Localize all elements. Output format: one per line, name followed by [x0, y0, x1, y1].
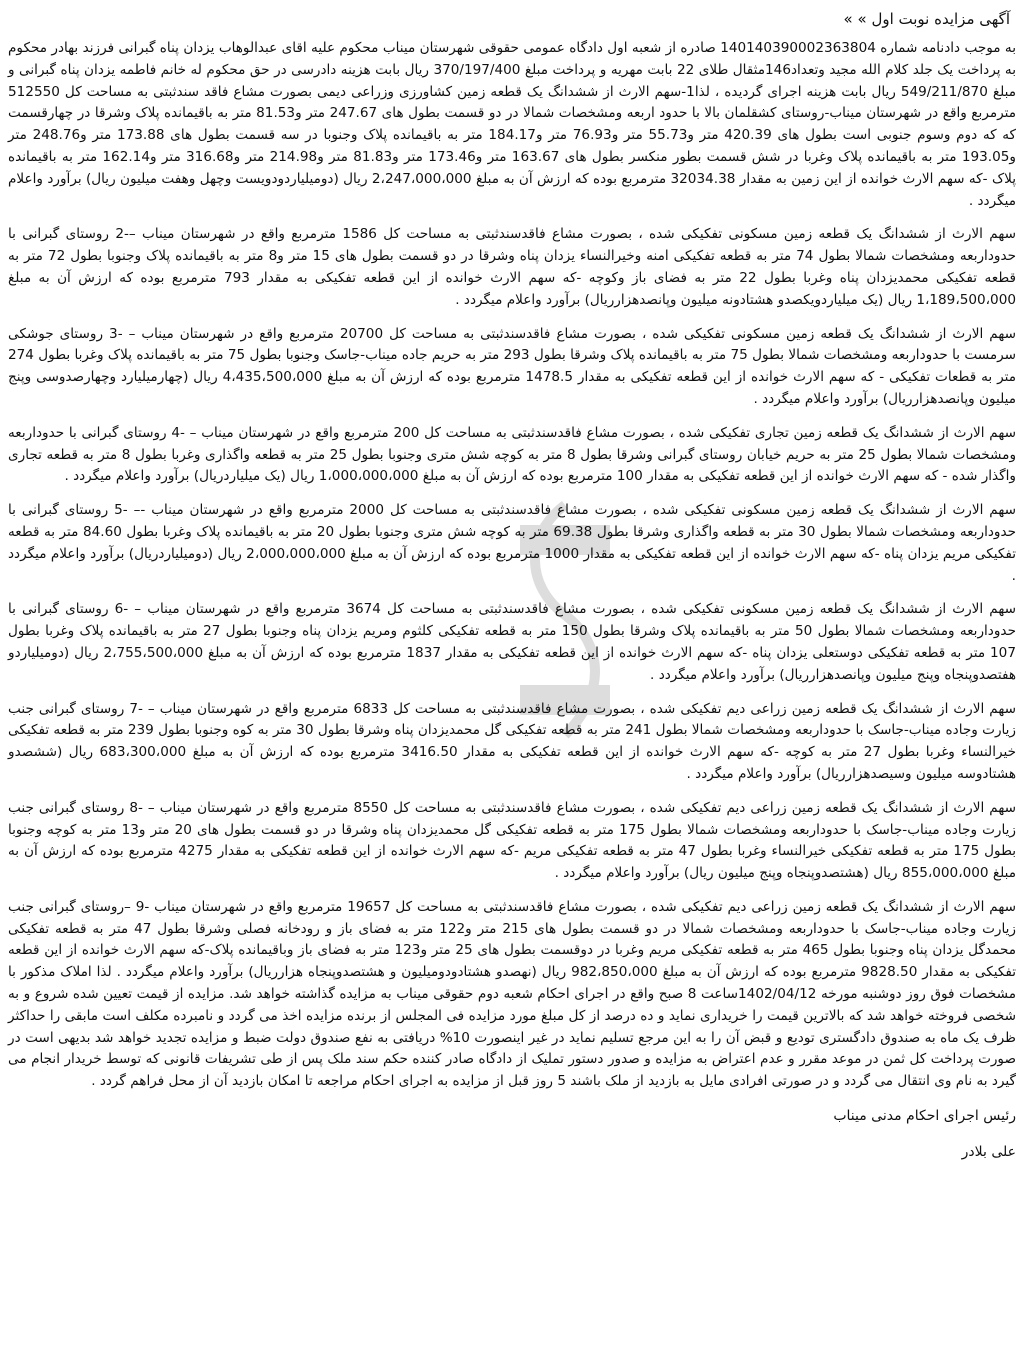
notice-title: آگهی مزایده نوبت اول » »	[843, 10, 1010, 28]
notice-paragraph-8: سهم الارث از ششدانگ یک قطعه زمین زراعی دیم تفکیکی شده ، بصورت مشاع فاقدسندثبتی به مساحت کل 8550 مترمربع واقع در شهرستان میناب – -8 روستای گبرانی جنب زیارت وجاده میناب-جاسک با حدوداربعه ومشخصات شمالا بطول 175 متر به قطعه تفکیکی گل محمدیزدان پناه وشرقا در دو قسمت بطول های 20 متر و13 متر به کوچه وجنوبا بطول 175 متر به قطعه تفکیکی خیرالنساء وغربا بطول 47 متر به قطعه تفکیکی مریم -که سهم الارث خوانده از این قطعه تفکیکی به مقدار 4275 مترمربع بوده که ارزش آن به مبلغ 855،000،000 ریال (هشتصدوپنجاه وپنج میلیون ریال) برآورد واعلام میگردد .	[8, 799, 1017, 882]
notice-paragraph-1: به موجب دادنامه شماره 14014039000236380‌4 صادره از شعبه اول دادگاه عمومی حقوقی شهرستان میناب محکوم علیه اقای عبدالوهاب یزدان پناه گبرانی فرزند بهادر محکوم به پرداخت یک جلد کلام الله مجید وتعداد146مثقال طلای 22 بابت مهریه و پرداخت مبلغ 370/197/400 ریال بابت هزینه دادرسی در حق محکوم له خانم فاطمه یزدان پناه گبرانی و مبلغ 549/211/870 ریال بابت هزینه اجرای گردیده ، لذا1-سهم الارث از ششدانگ یک قطعه زمین کشاورزی وزراعی دیمی بصورت مشاع فاقد سندثبتی به مساحت کل 512550 مترمربع واقع در شهرستان میناب-روستای کشقلمان بالا با حدود اربعه ومشخصات شمالا در دو قسمت بطول های 247.67 متر و81.53 متر به باقیمانده پلاک وشرقا در چهارقسمت که که دوم وسوم جنوبی است بطول های 420.39 متر و55.73 متر و76.93 متر و184.17 متر به باقیمانده پلاک وجنوبا در سه قسمت بطول های 173.88 متر و248.76 متر و193.05 متر به باقیمانده پلاک وغربا در شش قسمت بطور منکسر بطول های 163.67 متر و173.46 متر و81.83 متر و214.98 متر و316.68 متر و162.14 متر به باقیمانده پلاک -که سهم الارث خوانده از این زمین به مقدار 32034.38 مترمربع بوده که ارزش آن به مبلغ 2،247،000،000 ریال (دومیلیاردودویست وچهل وهفت میلیون ریال) برآورد واعلام میگردد .	[8, 40, 1017, 209]
notice-paragraph-2: سهم الارث از ششدانگ یک قطعه زمین مسکونی تفکیکی شده ، بصورت مشاع فاقدسندثبتی به مساحت کل 1586 مترمربع واقع در شهرستان میناب –-2 روستای گبرانی با حدوداربعه ومشخصات شمالا بطول 74 متر به قطعه تفکیکی امنه وخیرالنساء یزدان پناه وشرقا در دو قسمت بطول های 15 متر و8 متر به باقیمانده پلاک وجنوبا بطول 72 متر به قطعه تفکیکی محمدیزدان پناه وغربا بطول 22 متر به فضای باز وکوچه -که سهم الارث خوانده از این قطعه تفکیکی به مقدار 793 مترمربع بوده که ارزش آن به مبلغ 1،189،500،000 ریال (یک میلیاردویکصدو هشتادونه میلیون وپانصدهزارریال) برآورد واعلام میگردد .	[8, 226, 1016, 308]
signature-position: رئیس اجرای احکام مدنی میناب	[833, 1108, 1016, 1125]
notice-paragraph-3: سهم الارث از ششدانگ یک قطعه زمین مسکونی تفکیکی شده ، بصورت مشاع فاقدسندثبتی به مساحت کل 20700 مترمربع واقع در شهرستان میناب – -3 روستای جوشکی سرمست با حدوداربعه ومشخصات شمالا بطول 75 متر به باقیمانده پلاک وشرقا بطول 293 متر به حریم جاده میناب-جاسک وجنوبا بطول 75 متر به باقیمانده پلاک وغربا بطول 274 متر به قطعات تفکیکی - که سهم الارث خوانده از این قطعه تفکیکی به مقدار 1478.5 مترمربع بوده که ارزش آن به مبلغ 4،435،500،000 ریال (چهارمیلیارد وچهارصدوسی وپنج میلیون وپانصدهزارریال) برآورد واعلام میگردد .	[8, 325, 1017, 407]
signature-name: علی بلادر	[961, 1144, 1016, 1161]
notice-paragraph-4: سهم الارث از ششدانگ یک قطعه زمین تجاری تفکیکی شده ، بصورت مشاع فاقدسندثبتی به مساحت کل 200 مترمربع واقع در شهرستان میناب – -4 روستای گبرانی با حدوداربعه ومشخصات شمالا بطول 25 متر به حریم خیابان روستای گبرانی وشرقا بطول 8 متر به کوچه شش متری وجنوبا بطول 25 متر به قطعه واگذاری وغربا بطول 8 متر به قطعه تجاری واگذار شده - که سهم الارث خوانده از این قطعه تفکیکی به مقدار 100 مترمربع بوده که ارزش آن به مبلغ 1،000،000،000 ریال (یک میلیاردریال) برآورد واعلام میگردد .	[8, 424, 1017, 485]
notice-paragraph-7: سهم الارث از ششدانگ یک قطعه زمین زراعی دیم تفکیکی شده ، بصورت مشاع فاقدسندثبتی به مساحت کل 6833 مترمربع واقع در شهرستان میناب – -7 روستای گبرانی جنب زیارت وجاده میناب-جاسک با حدوداربعه ومشخصات شمالا بطول 241 متر به قطعه تفکیکی گل محمدیزدان پناه وشرقا بطول 30 متر به کوه وجنوبا بطول 239 متر به قطعه تفکیکی خیرالنساء وغربا بطول 27 متر به کوچه -که سهم الارث خوانده از این قطعه تفکیکی به مقدار 3416.50 مترمربع بوده که ارزش آن به مبلغ 683،300،000 ریال (ششصدو هشتادوسه میلیون وسیصدهزارریال) برآورد واعلام میگردد .	[8, 700, 1016, 782]
notice-paragraph-5: سهم الارث از ششدانگ یک قطعه زمین مسکونی تفکیکی شده ، بصورت مشاع فاقدسندثبتی به مساحت کل 2000 مترمربع واقع در شهرستان میناب -– -5 روستای گبرانی با حدوداربعه ومشخصات شمالا بطول 30 متر به قطعه واگذاری وشرقا بطول 69.38 متر به کوچه شش متری وجنوبا بطول 20 متر به باقیمانده پلاک وغربا بطول 84.60 متر به قطعه تفکیکی مریم یزدان پناه -که سهم الارث خوانده از این قطعه تفکیکی به مقدار 1000 مترمربع بوده که ارزش آن به مبلغ 2،000،000،000 ریال (دومیلیاردریال) برآورد واعلام میگردد .	[8, 502, 1017, 584]
notice-paragraph-9: سهم الارث از ششدانگ یک قطعه زمین زراعی دیم تفکیکی شده ، بصورت مشاع فاقدسندثبتی به مساحت کل 19657 مترمربع واقع در شهرستان میناب -9 –روستای گبرانی جنب زیارت وجاده میناب-جاسک با حدوداربعه ومشخصات شمالا در دو قسمت بطول های 215 متر و122 متر به فضای باز و رودخانه فصلی وشرقا بطول 47 متر به قطعه تفکیکی محمدگل یزدان پناه وجنوبا بطول 465 متر به قطعه تفکیکی مریم وغربا در دوقسمت بطول های 25 متر و123 متر به فضای باز وباقیمانده پلاک-که سهم الارث خوانده از این قطعه تفکیکی به مقدار 9828.50 مترمربع بوده که ارزش آن به مبلغ 982،850،000 ریال (نهصدو هشتادودومیلیون و هشتصدوپنجاه هزارریال) برآورد واعلام میگردد . لذا املاک مذکور با مشخصات فوق روز دوشنبه مورخه 1402/04/12ساعت 8 صبح واقع در اجرای احکام شعبه دوم حقوقی میناب به مزایده گذاشته خواهد شد. مزایده از قیمت تعیین شده شروع و به شخصی فروخته خواهد شد که بالاترین قیمت را خریداری نماید و ده درصد از کل مبلغ مورد مزایده فی المجلس از برنده مزایده اخذ می گردد و نامبرده مکلف است مابقی را حداکثر ظرف یک ماه به صندوق دادگستری تودیع و قبض آن را به این مرجع تسلیم نماید در غیر اینصورت 10% دریافتی به نفع صندوق دولت ضبط و مزایده تجدید خواهد شد بدیهی است در صورت پرداخت کل ثمن در موعد مقرر و عدم اعتراض به مزایده و صدور دستور تملیک از دادگاه صادر کننده حکم سند ملک پس از طی تشریفات قانونی که توسط خریدار انجام می گیرد به نام وی انتقال می گردد و در صورتی افرادی مایل به بازدید از ملک باشند 5 روز قبل از مزایده به اجرای احکام مراجعه تا امکان بازدید آن از محل فراهم گردد .	[8, 898, 1017, 1090]
notice-paragraph-6: سهم الارث از ششدانگ یک قطعه زمین مسکونی تفکیکی شده ، بصورت مشاع فاقدسندثبتی به مساحت کل 3674 مترمربع واقع در شهرستان میناب – -6 روستای گبرانی با حدوداربعه ومشخصات شمالا بطول 50 متر به باقیمانده پلاک وشرقا بطول 150 متر به قطعه تفکیکی کلثوم ومریم یزدان پناه وجنوبا بطول 27 متر به باقیمانده پلاک وغربا بطول 107 متر به قطعه تفکیکی دوستعلی یزدان پناه -که سهم الارث خوانده از این قطعه تفکیکی به مقدار 1837 مترمربع بوده که ارزش آن به مبلغ 2،755،500،000 ریال (دومیلیاردو هفتصدوپنجاه وپنج میلیون وپانصدهزارریال) برآورد واعلام میگردد .	[8, 601, 1016, 683]
